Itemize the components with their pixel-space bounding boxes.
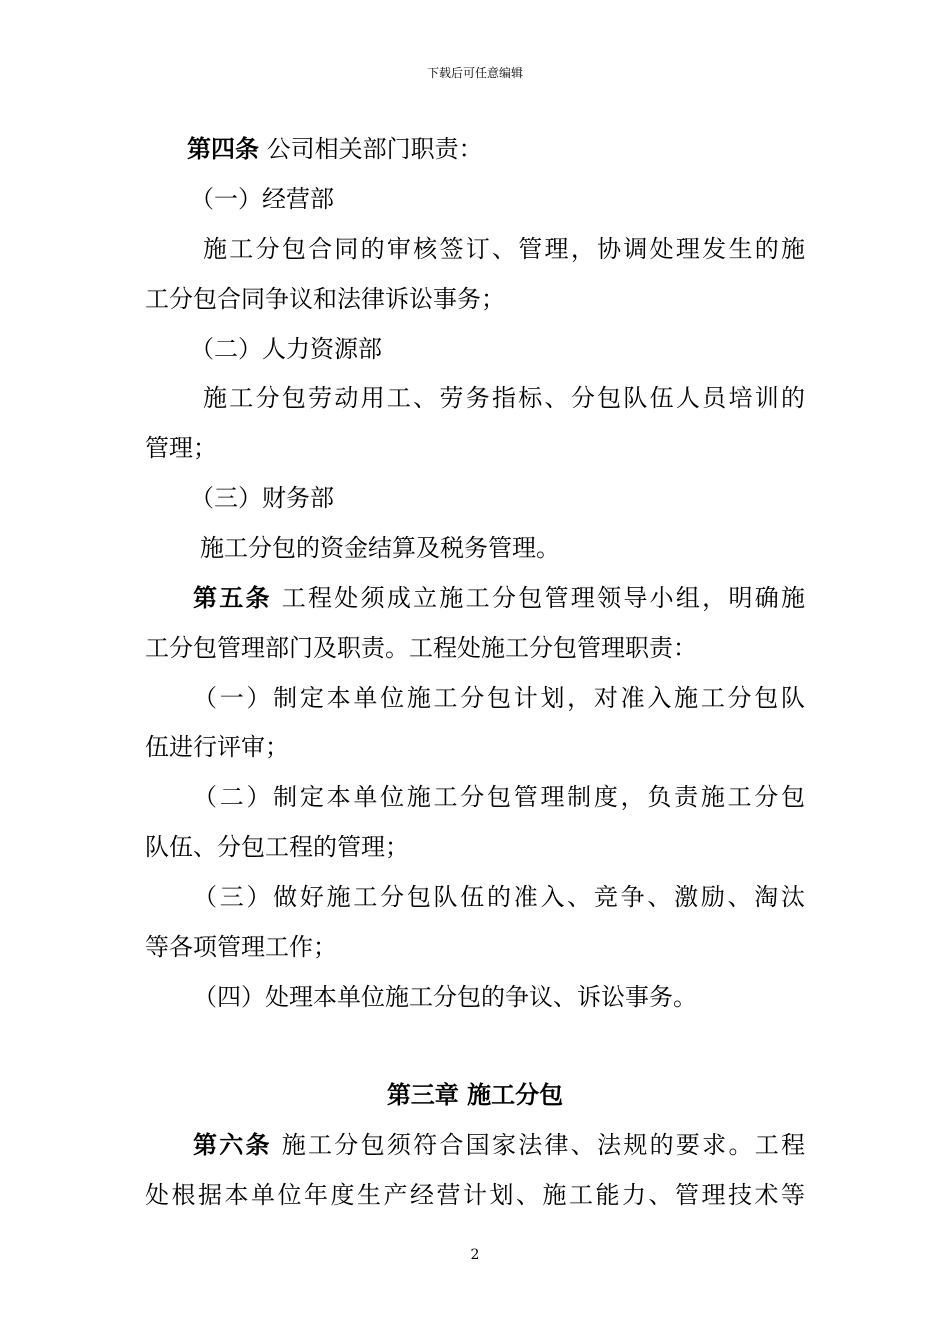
article-5-item-2-line-1: （二）制定本单位施工分包管理制度，负责施工分包	[193, 783, 805, 811]
article-4-item-1-body-line-1: 施工分包合同的审核签订、管理，协调处理发生的施	[203, 235, 805, 263]
article-5-item-1-line-2: 伍进行评审；	[145, 733, 289, 761]
article-6-line-1	[193, 1128, 805, 1162]
article-4-item-3-body-line-1: 施工分包的资金结算及税务管理。	[200, 534, 560, 562]
article-4-item-1-body-line-2: 工分包合同争议和法律诉讼事务；	[145, 285, 505, 313]
article-5-text-line-1: 工程处须成立施工分包管理领导小组，明确施	[271, 584, 806, 612]
article-5-label: 第五条	[193, 583, 272, 612]
article-6-text-line-2: 处根据本单位年度生产经营计划、施工能力、管理技术等	[145, 1181, 805, 1209]
chapter-3-title: 第三章 施工分包	[386, 1080, 564, 1109]
page-number: 2	[470, 1247, 480, 1263]
article-5-item-3-line-1: （三）做好施工分包队伍的准入、竞争、激励、淘汰	[193, 883, 805, 911]
article-5-item-3-line-2: 等各项管理工作；	[145, 933, 337, 961]
header-note: 下载后可任意编辑	[426, 66, 523, 80]
article-5-item-4-line-1: （四）处理本单位施工分包的争议、诉讼事务。	[193, 983, 697, 1011]
article-4-label: 第四条	[187, 134, 259, 163]
article-5-text-line-2: 工分包管理部门及职责。工程处施工分包管理职责：	[145, 634, 697, 662]
article-4-item-2-body-line-2: 管理；	[145, 434, 217, 462]
article-6-label: 第六条	[193, 1130, 272, 1159]
article-4-item-2-heading: （二）人力资源部	[190, 335, 382, 363]
article-5-line-1	[193, 581, 805, 615]
article-4-item-3-heading: （三）财务部	[190, 484, 334, 512]
article-6-text-line-1: 施工分包须符合国家法律、法规的要求。工程	[271, 1131, 806, 1159]
article-4-item-2-body-line-1: 施工分包劳动用工、劳务指标、分包队伍人员培训的	[203, 384, 805, 412]
article-4-line	[187, 132, 483, 166]
article-5-item-1-line-1: （一）制定本单位施工分包计划，对准入施工分包队	[193, 684, 805, 712]
article-5-item-2-line-2: 队伍、分包工程的管理；	[145, 833, 409, 861]
article-4-item-1-heading: （一）经营部	[190, 185, 334, 213]
article-4-text: 公司相关部门职责：	[259, 135, 483, 163]
